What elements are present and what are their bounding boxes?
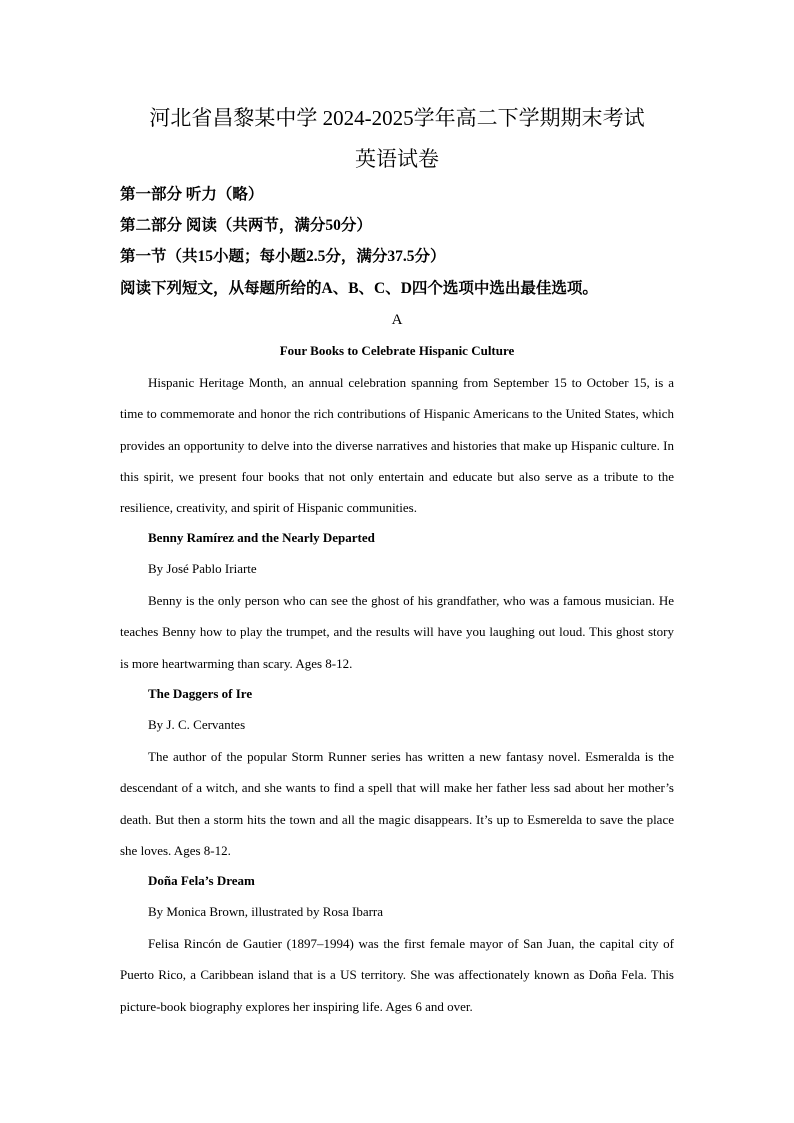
book-description-2: The author of the popular Storm Runner series has written a new fantasy novel. Esmeralda is the descendant of a witch, and she wants to find a spell that will make her father less sad about her mother’s death. But then a storm hits the town and all the magic disappears. It’s up to Esmerelda to save the place she loves. Ages 8-12. — [120, 749, 674, 858]
book-byline-1: By José Pablo Iriarte — [148, 561, 257, 576]
exam-title: 河北省昌黎某中学 2024-2025学年高二下学期期末考试 — [149, 106, 645, 130]
passage-title: Four Books to Celebrate Hispanic Culture — [279, 343, 515, 358]
book-description-3: Felisa Rincón de Gautier (1897–1994) was the first female mayor of San Juan, the capital city of Puerto Rico, a Caribbean island that is a US territory. She was affectionately known as Doña Fela. This picture-book biography explores her inspiring life. Ages 6 and over. — [120, 936, 674, 1014]
exam-subtitle: 英语试卷 — [355, 147, 439, 171]
book-byline-2: By J. C. Cervantes — [148, 717, 246, 732]
book-title-1: Benny Ramírez and the Nearly Departed — [148, 530, 375, 545]
passage-intro: Hispanic Heritage Month, an annual celebration spanning from September 15 to October 15, is a time to commemorate and honor the rich contributions of Hispanic Americans to the United States, which provides an opportunity to delve into the diverse narratives and histories that make up Hispanic culture. In this spirit, we present four books that not only entertain and educate but also serve as a tribute to the resilience, creativity, and spirit of Hispanic communities. — [120, 375, 674, 516]
book-title-3: Doña Fela’s Dream — [148, 873, 255, 888]
part1-heading: 第一部分 听力（略） — [120, 186, 264, 203]
instruction-text: 阅读下列短文，从每题所给的A、B、C、D四个选项中选出最佳选项。 — [120, 280, 598, 297]
book-description-1: Benny is the only person who can see the ghost of his grandfather, who was a famous musician. He teaches Benny how to play the trumpet, and the results will have you laughing out loud. This ghost story is more heartwarming than scary. Ages 8-12. — [120, 593, 674, 671]
book-title-2: The Daggers of Ire — [148, 686, 253, 701]
book-byline-3: By Monica Brown, illustrated by Rosa Ibarra — [148, 904, 384, 919]
part2-heading: 第二部分 阅读（共两节，满分50分） — [120, 217, 372, 234]
passage-label: A — [391, 312, 403, 328]
section1-heading: 第一节（共15小题；每小题2.5分，满分37.5分） — [120, 248, 446, 265]
